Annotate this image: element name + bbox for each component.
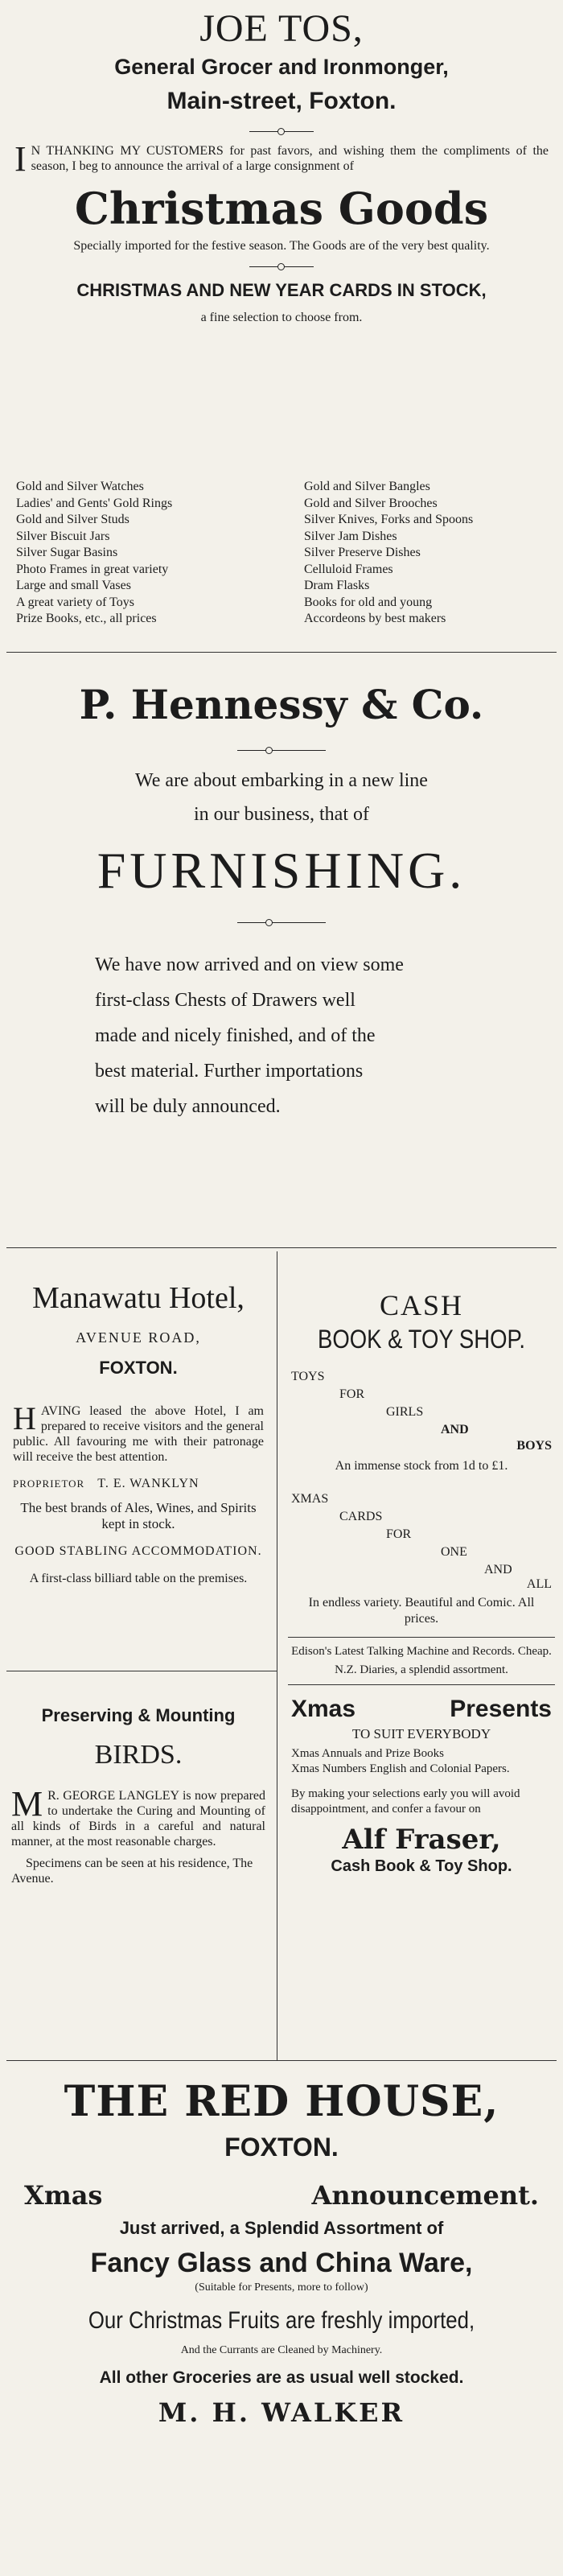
hennessy-body — [95, 947, 563, 1124]
right-goods-list — [304, 479, 473, 628]
birds-advert — [0, 1704, 277, 1886]
hennessy-body-line: made and nicely finished, and of the — [95, 1025, 376, 1046]
section-rule — [6, 1247, 557, 1248]
selections-line: By making your selections early you will avoid disappointment, and confer a favour on — [291, 1787, 520, 1816]
other-groceries: All other Groceries are as usual well stocked. — [99, 2368, 464, 2387]
section-rule — [6, 652, 557, 653]
joe-tos-subline: Specially imported for the festive season. The Goods are of the very best quality. — [73, 239, 490, 253]
manawatu-hotel-advert — [0, 1280, 277, 1587]
drop-cap: H — [13, 1400, 36, 1436]
joe-tos-name: JOE TOS, — [199, 7, 364, 50]
xmas-line: In endless variety. Beautiful and Comic. All prices. — [308, 1596, 535, 1626]
goods-list-item: Gold and Silver Brooches — [304, 496, 438, 510]
hennessy-line2: in our business, that of — [194, 804, 369, 825]
christmas-goods-headline: Christmas Goods — [74, 183, 489, 234]
diaries-line: N.Z. Diaries, a splendid assortment. — [335, 1663, 508, 1676]
furnishing-headline: FURNISHING. — [97, 842, 466, 899]
red-house-name: THE RED HOUSE, — [64, 2077, 499, 2126]
goods-list-item: Photo Frames in great variety — [16, 562, 169, 576]
cards-subline: a fine selection to choose from. — [200, 311, 363, 324]
left-goods-list — [16, 479, 172, 628]
xmas-presents-heading: Xmas Presents — [291, 1696, 552, 1722]
bookshop-title2: BOOK & TOY SHOP. — [318, 1325, 525, 1354]
goods-list-item: Silver Jam Dishes — [304, 529, 397, 543]
goods-list-item: Large and small Vases — [16, 579, 131, 592]
alf-fraser-name: Alf Fraser, — [342, 1824, 501, 1856]
xmas-announcement: Xmas Announcement. — [24, 2180, 539, 2211]
hennessy-body-line: will be duly announced. — [95, 1096, 281, 1117]
ornament-divider — [237, 918, 326, 926]
edison-line: Edison's Latest Talking Machine and Records. Cheap. — [291, 1645, 552, 1658]
joe-tos-address: Main-street, Foxton. — [166, 88, 397, 114]
ornament-divider — [249, 127, 314, 135]
hennessy-line1: We are about embarking in a new line — [135, 770, 428, 791]
numbers-line: Xmas Numbers English and Colonial Papers. — [291, 1762, 510, 1775]
annuals-line: Xmas Annuals and Prize Books — [291, 1747, 444, 1760]
goods-list-item: Silver Sugar Basins — [16, 546, 118, 559]
hennessy-body-line: best material. Further importations — [95, 1061, 364, 1082]
red-house-advert — [0, 2078, 563, 2429]
hennessy-name: P. Hennessy & Co. — [79, 681, 484, 728]
goods-list-item: Prize Books, etc., all prices — [16, 612, 157, 625]
suitable-presents: (Suitable for Presents, more to follow) — [195, 2281, 368, 2294]
hotel-billiard: A first-class billiard table on the premises. — [29, 1572, 248, 1585]
toys-stair-text: TOYS FOR GIRLS AND BOYS — [291, 1370, 552, 1453]
goods-list-item: Silver Preserve Dishes — [304, 546, 421, 559]
hennessy-body-line: We have now arrived and on view some — [95, 954, 404, 975]
ornament-divider — [237, 746, 326, 754]
goods-list-item: Books for old and young — [304, 595, 433, 609]
goods-list-item: Gold and Silver Watches — [16, 480, 144, 493]
joe-tos-trade: General Grocer and Ironmonger, — [114, 55, 449, 79]
drop-cap: M — [11, 1784, 43, 1824]
alf-fraser-shop: Cash Book & Toy Shop. — [331, 1857, 512, 1875]
goods-list-item: Dram Flasks — [304, 579, 370, 592]
goods-list-item: Accordeons by best makers — [304, 612, 446, 625]
currants-cleaned: And the Currants are Cleaned by Machinery. — [180, 2344, 383, 2356]
goods-list-item: A great variety of Toys — [16, 595, 134, 609]
goods-list-item: Silver Biscuit Jars — [16, 529, 110, 543]
hotel-body: H AVING leased the above Hotel, I am prepared to receive visitors and the general public. All favouring me with their patronage will receive the best attention. — [13, 1400, 264, 1464]
hotel-road: AVENUE ROAD, — [76, 1329, 201, 1346]
goods-list-item: Gold and Silver Studs — [16, 513, 129, 526]
hotel-brands: The best brands of Ales, Wines, and Spirits kept in stock. — [20, 1500, 257, 1531]
birds-title2: BIRDS. — [94, 1740, 183, 1770]
xmas-stair-text: XMAS CARDS FOR ONE AND ALL — [291, 1492, 552, 1591]
joe-tos-intro: I N THANKING MY CUSTOMERS for past favors, and wishing them the compliments of the season, I beg to announce the arrival of a large consignment of — [14, 139, 549, 179]
birds-body: M R. GEORGE LANGLEY is now prepared to undertake the Curing and Mounting of all kinds of Birds in a careful and natural manner, at the most reasonable charges. — [11, 1784, 265, 1849]
toys-line: An immense stock from 1d to £1. — [335, 1459, 508, 1473]
hennessy-body-line: first-class Chests of Drawers well — [95, 990, 355, 1011]
fancy-glass: Fancy Glass and China Ware, — [90, 2248, 473, 2278]
suit-everybody: TO SUIT EVERYBODY — [351, 1726, 491, 1741]
column-inner-rule — [288, 1684, 555, 1685]
birds-title: Preserving & Mounting — [41, 1705, 236, 1725]
christmas-fruits: Our Christmas Fruits are freshly imported, — [88, 2307, 475, 2334]
ornament-divider — [249, 262, 314, 270]
walker-name: M. H. WALKER — [158, 2397, 405, 2428]
section-rule — [6, 2060, 557, 2061]
column-inner-rule — [288, 1637, 555, 1638]
red-house-town: FOXTON. — [224, 2133, 339, 2162]
goods-list-item: Silver Knives, Forks and Spoons — [304, 513, 474, 526]
cards-heading: CHRISTMAS AND NEW YEAR CARDS IN STOCK, — [76, 280, 487, 300]
goods-list-item: Gold and Silver Bangles — [304, 480, 430, 493]
just-arrived: Just arrived, a Splendid Assortment of — [119, 2218, 444, 2238]
hennessy-advert — [0, 680, 563, 1243]
hotel-name: Manawatu Hotel, — [32, 1281, 245, 1315]
goods-list-item: Ladies' and Gents' Gold Rings — [16, 496, 173, 510]
joe-tos-advert — [0, 6, 563, 650]
hotel-stabling: GOOD STABLING ACCOMMODATION. — [14, 1544, 262, 1558]
hotel-proprietor: PROPRIETOR T. E. WANKLYN — [13, 1477, 199, 1490]
hotel-town: FOXTON. — [99, 1358, 178, 1378]
bookshop-title1: CASH — [379, 1289, 464, 1321]
goods-list-item: Celluloid Frames — [304, 562, 393, 576]
bookshop-advert — [280, 1288, 563, 1877]
drop-cap: I — [14, 139, 27, 179]
birds-specimens: Specimens can be seen at his residence, The Avenue. — [11, 1857, 253, 1886]
